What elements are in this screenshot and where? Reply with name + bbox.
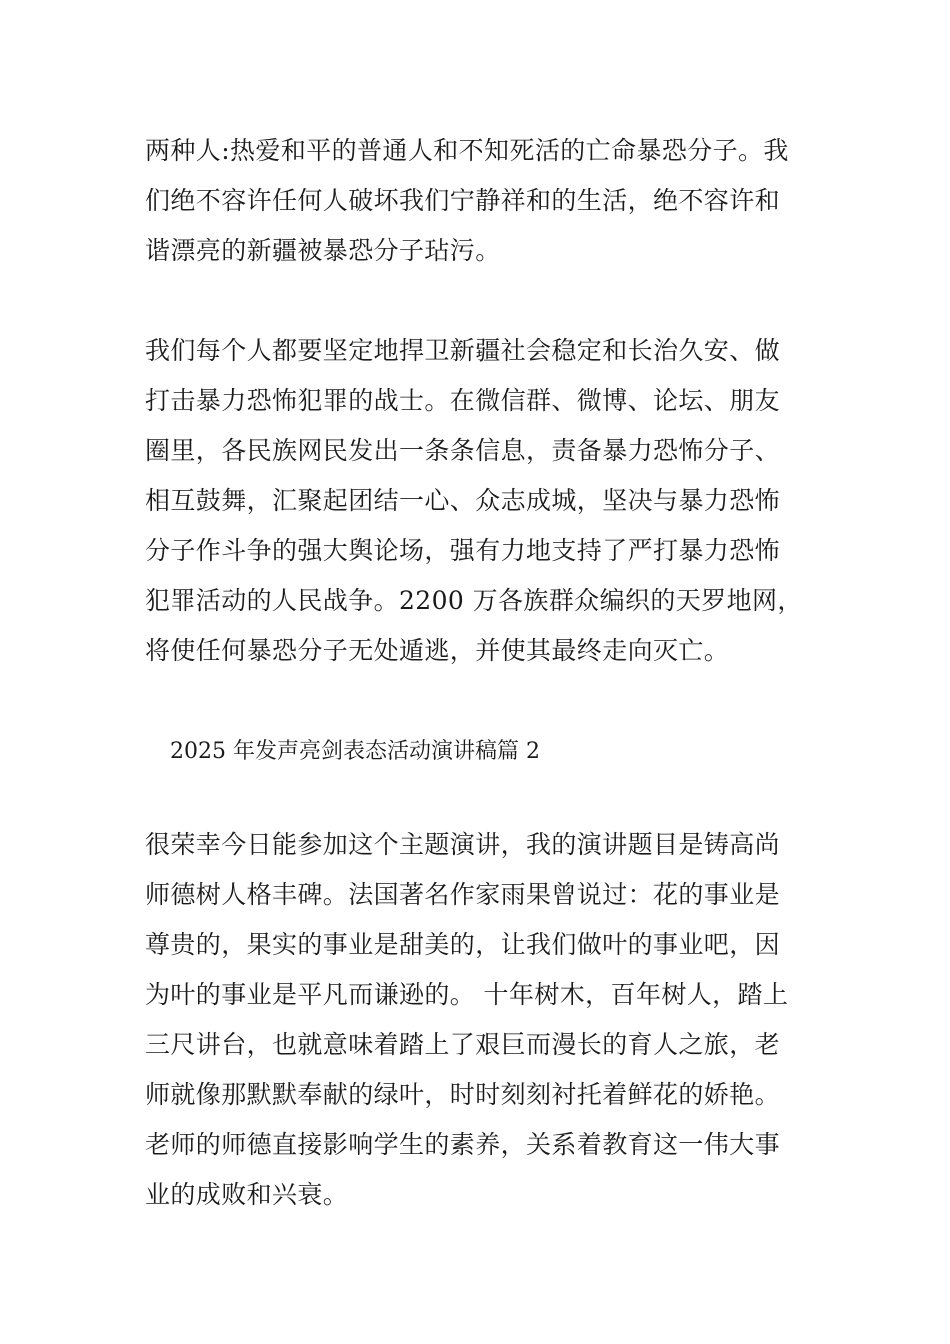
paragraph-2-line-6: 犯罪活动的人民战争。2200 万各族群众编织的天罗地网， bbox=[145, 586, 803, 615]
paragraph-3-line-1: 很荣幸今日能参加这个主题演讲，我的演讲题目是铸高尚 bbox=[145, 830, 781, 859]
paragraph-2-line-1: 我们每个人都要坚定地捍卫新疆社会稳定和长治久安、做 bbox=[145, 336, 781, 365]
paragraph-3-line-8: 业的成败和兴衰。 bbox=[145, 1180, 349, 1209]
paragraph-2-line-3: 圈里，各民族网民发出一条条信息，责备暴力恐怖分子、 bbox=[145, 436, 781, 465]
paragraph-3-line-5: 三尺讲台，也就意味着踏上了艰巨而漫长的育人之旅，老 bbox=[145, 1030, 781, 1059]
paragraph-3-line-6: 师就像那默默奉献的绿叶，时时刻刻衬托着鲜花的娇艳。 bbox=[145, 1080, 781, 1109]
paragraph-2-line-5: 分子作斗争的强大舆论场，强有力地支持了严打暴力恐怖 bbox=[145, 536, 781, 565]
paragraph-2-line-4: 相互鼓舞，汇聚起团结一心、众志成城，坚决与暴力恐怖 bbox=[145, 486, 781, 515]
paragraph-2-line-7: 将使任何暴恐分子无处遁逃，并使其最终走向灭亡。 bbox=[145, 636, 730, 665]
paragraph-1-line-3: 谐漂亮的新疆被暴恐分子玷污。 bbox=[145, 236, 501, 265]
paragraph-1-line-1: 两种人:热爱和平的普通人和不知死活的亡命暴恐分子。我 bbox=[145, 136, 789, 165]
paragraph-1-line-2: 们绝不容许任何人破坏我们宁静祥和的生活，绝不容许和 bbox=[145, 186, 781, 215]
section-heading: 2025 年发声亮剑表态活动演讲稿篇 2 bbox=[170, 739, 540, 764]
paragraph-3-line-4: 为叶的事业是平凡而谦逊的。 十年树木，百年树人，踏上 bbox=[145, 980, 789, 1009]
paragraph-3-line-7: 老师的师德直接影响学生的素养，关系着教育这一伟大事 bbox=[145, 1130, 781, 1159]
paragraph-3-line-3: 尊贵的，果实的事业是甜美的，让我们做叶的事业吧，因 bbox=[145, 930, 781, 959]
paragraph-2-line-2: 打击暴力恐怖犯罪的战士。在微信群、微博、论坛、朋友 bbox=[145, 386, 781, 415]
paragraph-3-line-2: 师德树人格丰碑。法国著名作家雨果曾说过：花的事业是 bbox=[145, 880, 781, 909]
